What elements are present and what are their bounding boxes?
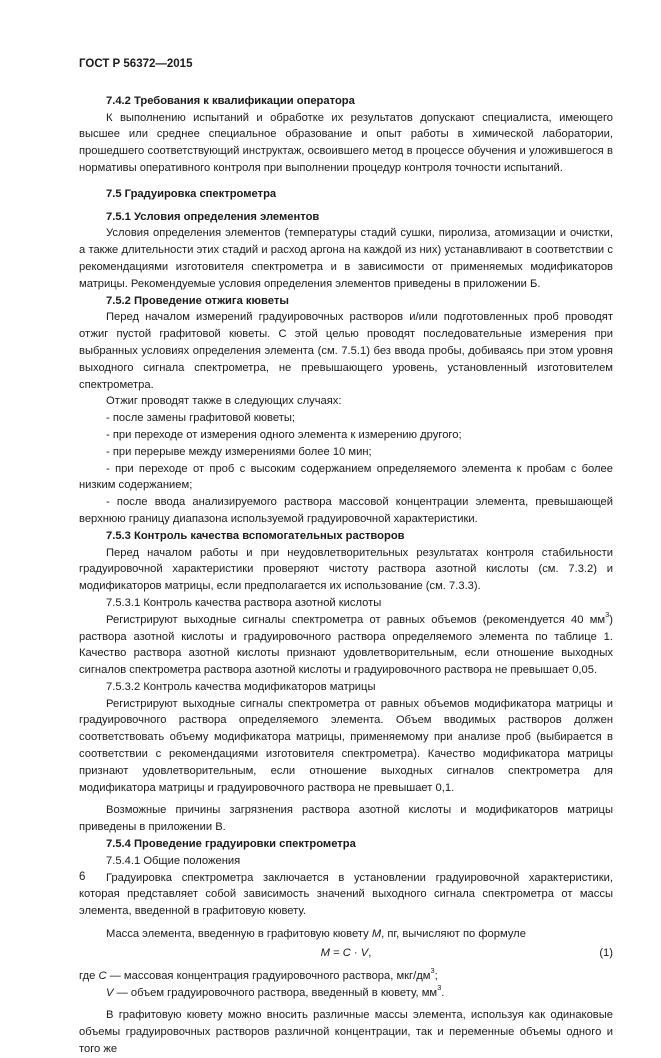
formula (79, 945, 613, 964)
paragraph: - при перерыве между измерениями более 10 мин; (106, 445, 372, 458)
paragraph: Регистрируют выходные сигналы спектрометра от равных объемов (рекомендуется 40 $мм^3$) раствора азотной кислоты и градуировочного раствора определяемого элемента по таблице 1. Качество раствора азотной кислоты признают удовлетворительным, если отношение выходных сигналов спектрометра раствора азотной кислоты и градуировочного раствора не превышает 0,05. (79, 609, 613, 677)
text-body (79, 93, 613, 943)
paragraph: - при переходе от проб с высоким содержанием определяемого элемента к пробам с более низким содержанием; (79, 462, 613, 492)
document-id: ГОСТ Р 56372—2015 (79, 58, 193, 70)
paragraph: 7.5.4.1 Общие положения (106, 854, 241, 867)
paragraph: Перед началом работы и при неудовлетворительных результатах контроля стабильности градуировочной характеристики проверяют чистоту раствора азотной кислоты (см. 7.3.2) и модификаторов матрицы, если предполагается их использование (см. 7.3.3). (79, 546, 613, 593)
paragraph: Градуировка спектрометра заключается в установлении градуировочной характеристики, которая представляет собой зависимость значений выходного сигнала спектрометра от массы элемента, введенной в графитовую кювету. (79, 871, 613, 918)
formula-explanation-v: V — объем градуировочного раствора, введенный в кювету, $мм^3$. (106, 982, 445, 999)
paragraph: Регистрируют выходные сигналы спектрометра от равных объемов модификатора матрицы и градуировочного раствора определяемого элемента. Объем вводимых растворов должен соответствовать объему модификатора матрицы, применяемому при анализе проб (выбирается в соответствии с рекомендациями изготовителя спектрометра). Качество модификатора матрицы признают удовлетворительным, если отношение выходных сигналов спектрометра для модификатора матрицы и градуировочного раствора не превышает 0,1. (79, 697, 613, 794)
section-heading: 7.5.4 Проведение градуировки спектрометра (106, 838, 356, 851)
paragraph: - после замены графитовой кюветы; (106, 412, 295, 425)
section-heading: 7.5 Градуировка спектрометра (106, 187, 277, 200)
formula-explanation-c: где C — массовая концентрация градуировочного раствора, мкг/$дм^3$; (79, 966, 438, 982)
section-heading: 7.5.2 Проведение отжига кюветы (106, 294, 289, 307)
page-content (79, 56, 613, 1058)
paragraph: Перед началом измерений градуировочных растворов и/или подготовленных проб проводят отжиг пустой графитовой кюветы. С этой целью проводят последовательные измерения при выбранных условиях определения элемента (см. 7.5.1) без ввода пробы, добиваясь при этом уровня выходного сигнала спектрометра, не превышающего уровень, установленный изготовителем спектрометра. (79, 311, 613, 391)
page-number: 6 (79, 871, 86, 883)
closing-paragraph: В графитовую кювету можно вносить различные массы элемента, используя как одинаковые объемы градуировочных растворов различной концентрации, так и переменные объемы одного и того же (79, 1009, 613, 1056)
paragraph: - после ввода анализируемого раствора массовой концентрации элемента, превышающей верхнюю границу диапазона используемой градуировочной характеристики. (79, 496, 613, 525)
paragraph: Возможные причины загрязнения раствора азотной кислоты и модификаторов матрицы приведены в приложении В. (79, 804, 613, 834)
paragraph: Масса элемента, введенную в графитовую кювету M, пг, вычисляют по формуле (106, 928, 526, 941)
paragraph: К выполнению испытаний и обработке их результатов допускают специалиста, имеющего высшее или среднее специальное образование и опыт работы в химической лаборатории, прошедшего соответствующий инструктаж, освоившего метод в процессе обучения и уложившегося в нормативы оперативного контроля при выполнении процедур контроля точности испытаний. (79, 111, 613, 174)
section-heading: 7.5.1 Условия определения элементов (106, 210, 320, 223)
paragraph: 7.5.3.1 Контроль качества раствора азотной кислоты (106, 596, 382, 609)
paragraph: - при переходе от измерения одного элемента к измерению другого; (106, 428, 462, 441)
paragraph: Условия определения элементов (температуры стадий сушки, пиролиза, атомизации и очистки, а также длительности этих стадий и расход аргона на каждой из них) устанавливают в соответствии с рекомендациями изготовителя спектрометра и в зависимости от применяемых модификаторов матрицы. Рекомендуемые условия определения элементов приведены в приложении Б. (79, 227, 613, 290)
formula-number: (1) (599, 946, 613, 959)
section-heading: 7.4.2 Требования к квалификации оператора (106, 94, 355, 107)
formula-expression: M = C · V, (320, 946, 372, 959)
paragraph: Отжиг проводят также в следующих случаях: (106, 395, 342, 408)
section-heading: 7.5.3 Контроль качества вспомогательных растворов (106, 529, 405, 542)
paragraph: 7.5.3.2 Контроль качества модификаторов матрицы (106, 680, 376, 693)
